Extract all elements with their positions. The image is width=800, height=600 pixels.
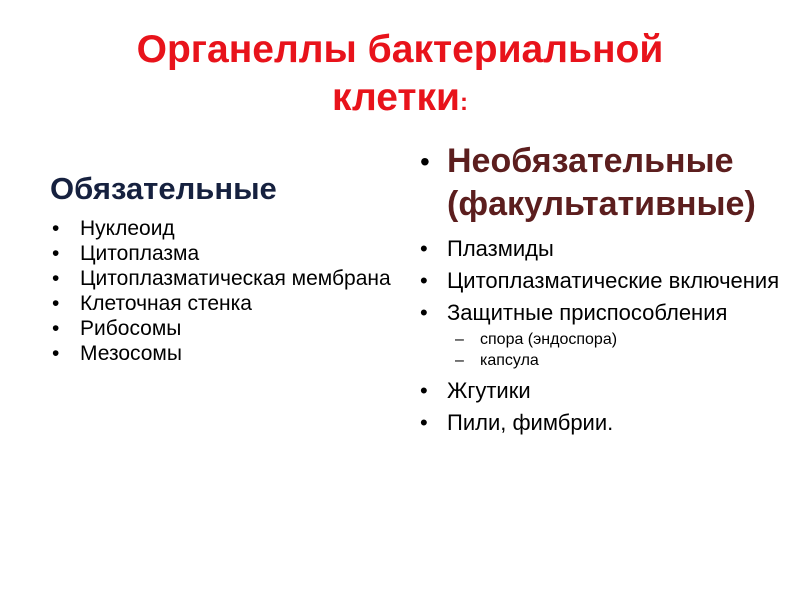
title-line-2 [40, 74, 760, 127]
list-item-label: Нуклеоид [80, 217, 175, 240]
bullet-icon: • [52, 342, 60, 365]
list-item [420, 378, 780, 403]
bullet-icon: • [420, 300, 428, 325]
optional-heading-text: Необязательные (факультативные) [447, 142, 756, 223]
bullet-icon: • [420, 236, 428, 261]
bullet-icon: • [52, 317, 60, 340]
bullet-icon: • [420, 268, 428, 293]
list-item-label: Цитоплазматические включения [447, 268, 780, 293]
list-item-label: Цитоплазматическая мембрана [80, 267, 391, 290]
bullet-icon: • [52, 217, 60, 240]
title-line-2-text: клетки [331, 76, 461, 119]
slide-title [40, 26, 760, 127]
list-item [52, 267, 392, 290]
bullet-icon: • [52, 292, 60, 315]
sub-list-item-label: капсула [480, 352, 539, 369]
mandatory-list [52, 217, 392, 367]
sub-list-item [447, 350, 780, 371]
list-item [420, 300, 780, 371]
sub-list-item-label: спора (эндоспора) [480, 331, 618, 348]
list-item-label: Плазмиды [447, 236, 554, 261]
list-item [52, 342, 392, 365]
list-item [52, 217, 392, 240]
title-line-1: Органеллы бактериальной [136, 28, 664, 71]
list-item [420, 410, 780, 435]
list-item-label: Клеточная стенка [80, 292, 252, 315]
bullet-icon: • [52, 267, 60, 290]
title-colon: : [460, 89, 469, 116]
list-item-label: Защитные приспособления [447, 300, 728, 325]
bullet-icon: • [420, 146, 430, 177]
list-item-label: Рибосомы [80, 317, 182, 340]
list-item-label: Цитоплазма [80, 242, 200, 265]
list-item [420, 236, 780, 261]
list-item-label: Жгутики [447, 378, 531, 403]
bullet-icon: • [52, 242, 60, 265]
list-item [52, 317, 392, 340]
list-item [52, 292, 392, 315]
list-item [420, 268, 780, 293]
bullet-icon: • [420, 378, 428, 403]
dash-icon: – [455, 352, 464, 369]
optional-column [420, 140, 780, 442]
dash-icon: – [455, 331, 464, 348]
list-item-label: Мезосомы [80, 342, 182, 365]
mandatory-heading: Обязательные [50, 171, 277, 206]
optional-heading [420, 140, 777, 226]
protective-sublist [447, 329, 780, 371]
list-item-label: Пили, фимбрии. [447, 410, 614, 435]
bullet-icon: • [420, 410, 428, 435]
optional-list [420, 236, 780, 435]
list-item [52, 242, 392, 265]
sub-list-item [447, 329, 780, 350]
